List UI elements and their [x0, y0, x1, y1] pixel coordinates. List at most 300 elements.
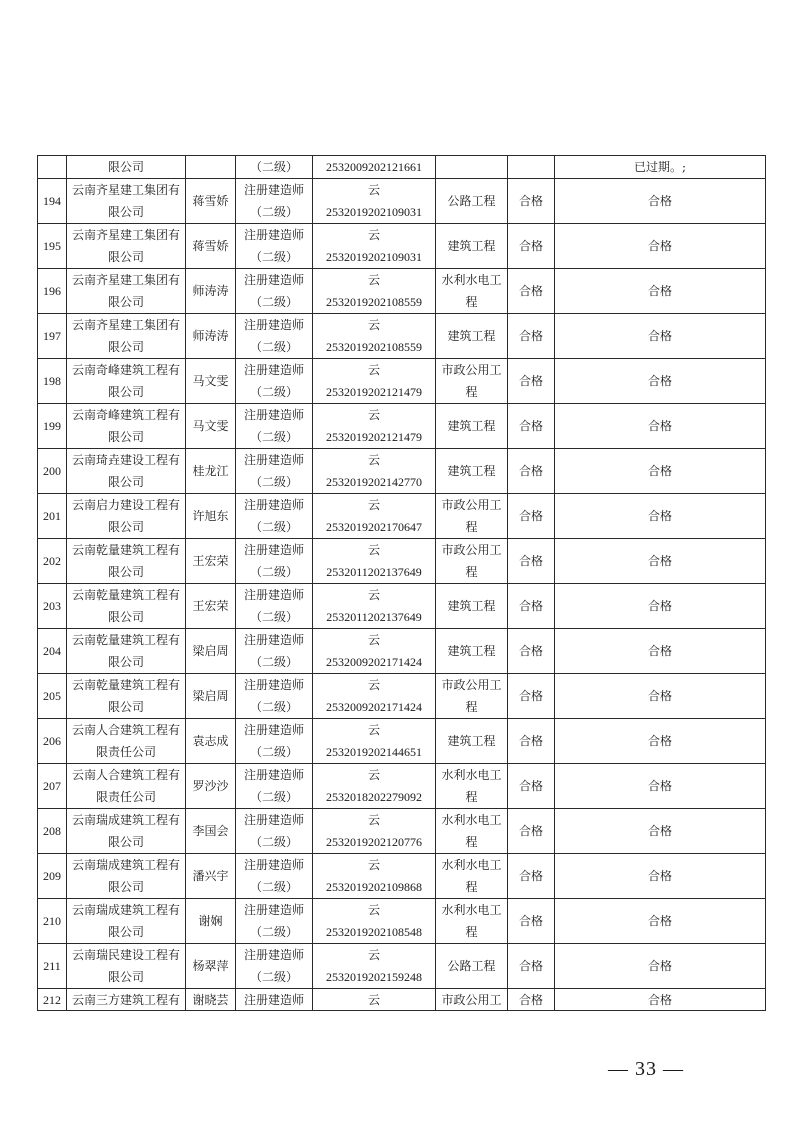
cell-major: [436, 179, 508, 224]
cell-no-line: 210: [43, 914, 61, 928]
cell-cert-line: 云: [367, 723, 380, 737]
cell-cert-line: 2532019202142770: [326, 475, 422, 489]
cell-company: [67, 314, 186, 359]
cell-check: [508, 494, 555, 539]
cell-result-line: 合格: [647, 779, 672, 793]
cell-title-line: （二级）: [249, 205, 298, 219]
cell-company-line: 限公司: [107, 700, 144, 714]
cell-cert-line: 云: [367, 543, 380, 557]
cell-check-line: 合格: [518, 914, 543, 928]
cell-major: [436, 449, 508, 494]
cell-no: [38, 269, 67, 314]
cell-result: 合格: [555, 989, 766, 1011]
cell-company-line: 限公司: [107, 970, 144, 984]
cell-no: [38, 674, 67, 719]
cell-major-line: 公路工程: [447, 959, 496, 973]
cell-result-line: 合格: [647, 509, 672, 523]
cell-company-line: 限公司: [107, 565, 144, 579]
cell-cert: 云: [313, 989, 436, 1011]
cell-company-line: 云南人合建筑工程有: [71, 768, 180, 782]
cell-cert-line: 云: [367, 498, 380, 512]
cell-title: [236, 629, 313, 674]
cell-company-line: 云南乾量建筑工程有: [71, 678, 180, 692]
cell-cert-line: 2532019202108548: [326, 925, 422, 939]
cell-name-line: 王宏荣: [192, 554, 229, 568]
cell-check: [508, 314, 555, 359]
cell-company-line: 限公司: [107, 520, 144, 534]
cell-check-line: 合格: [518, 419, 543, 433]
cell-name: [186, 629, 236, 674]
cell-cert-line: 云: [367, 363, 380, 377]
cell-check: [508, 269, 555, 314]
cell-cert-line: 云: [367, 768, 380, 782]
cell-company-line: 限公司: [107, 250, 144, 264]
cell-name: [186, 944, 236, 989]
cell-major: [436, 764, 508, 809]
cell-cert-line: 云: [367, 678, 380, 692]
cell-name-line: 桂龙江: [192, 464, 229, 478]
cell-major-line: 公路工程: [447, 194, 496, 208]
cell-company-line: 云南齐星建工集团有: [71, 183, 180, 197]
cell-cert: 2532009202121661: [313, 156, 436, 179]
cell-company: [67, 854, 186, 899]
cell-name: [186, 854, 236, 899]
cell-check-line: 合格: [518, 464, 543, 478]
cell-cert: [313, 584, 436, 629]
cell-title-line: 注册建造师: [243, 813, 304, 827]
table-row: [38, 449, 766, 494]
cell-check-line: 合格: [518, 194, 543, 208]
cell-no-line: 205: [43, 689, 61, 703]
cell-company: [67, 404, 186, 449]
cell-company: 云南三方建筑工程有: [67, 989, 186, 1011]
cell-cert: [313, 854, 436, 899]
cell-result: [555, 314, 766, 359]
cell-major-line: 建筑工程: [447, 464, 496, 478]
cell-check: [508, 584, 555, 629]
cell-result: 已过期。;: [555, 156, 766, 179]
cell-cert-line: 云: [367, 453, 380, 467]
cell-check: [508, 404, 555, 449]
cell-name: [186, 269, 236, 314]
cell-cert: [313, 359, 436, 404]
cell-title-line: （二级）: [249, 430, 298, 444]
cell-major: [436, 719, 508, 764]
cell-name: [186, 584, 236, 629]
cell-no-line: 204: [43, 644, 61, 658]
cell-check-line: 合格: [518, 284, 543, 298]
cell-name: [186, 719, 236, 764]
cell-name: [186, 809, 236, 854]
cell-no: [38, 314, 67, 359]
cell-result-line: 合格: [647, 689, 672, 703]
cell-result-line: 合格: [647, 374, 672, 388]
cell-title-line: 注册建造师: [243, 498, 304, 512]
table-row: [38, 944, 766, 989]
cell-cert-line: 2532009202171424: [326, 655, 422, 669]
continuation-row: [38, 156, 766, 179]
cell-title-line: （二级）: [249, 565, 298, 579]
cell-result: [555, 944, 766, 989]
cell-cert: [313, 764, 436, 809]
table-row: [38, 899, 766, 944]
cell-company: [67, 944, 186, 989]
cell-major: [436, 224, 508, 269]
table-row: [38, 404, 766, 449]
cell-title: （二级）: [236, 156, 313, 179]
cell-title-line: （二级）: [249, 250, 298, 264]
cell-check: [508, 449, 555, 494]
cell-title-line: （二级）: [249, 835, 298, 849]
cell-cert-line: 2532019202170647: [326, 520, 422, 534]
cell-check: [508, 156, 555, 179]
cell-title-line: （二级）: [249, 790, 298, 804]
cell-cert-line: 云: [367, 228, 380, 242]
cell-title-line: 注册建造师: [243, 318, 304, 332]
cell-major-line: 市政公用工: [441, 678, 502, 692]
cell-result: [555, 494, 766, 539]
cell-no: [38, 809, 67, 854]
cell-no: [38, 494, 67, 539]
cell-check: [508, 224, 555, 269]
table-row: [38, 674, 766, 719]
cell-name-line: 许旭东: [192, 509, 229, 523]
cell-company-line: 限责任公司: [95, 745, 156, 759]
cell-company: [67, 269, 186, 314]
cell-no-line: 203: [43, 599, 61, 613]
cell-title-line: （二级）: [249, 385, 298, 399]
cell-company-line: 限责任公司: [95, 790, 156, 804]
cell-title-line: （二级）: [249, 880, 298, 894]
cell-name-line: 马文雯: [192, 374, 229, 388]
table-row: [38, 764, 766, 809]
table-row: [38, 494, 766, 539]
cell-check: [508, 674, 555, 719]
cell-name-line: 王宏荣: [192, 599, 229, 613]
cell-major: [436, 269, 508, 314]
cell-cert: [313, 944, 436, 989]
cell-company-line: 云南琦垚建设工程有: [71, 453, 180, 467]
cell-no-line: 198: [43, 374, 61, 388]
cell-title-line: （二级）: [249, 700, 298, 714]
cell-cert-line: 2532011202137649: [326, 610, 422, 624]
cell-result: [555, 719, 766, 764]
cell-check-line: 合格: [518, 824, 543, 838]
cell-no: [38, 629, 67, 674]
cell-cert-line: 2532019202109031: [326, 205, 422, 219]
cell-name: 谢晓芸: [186, 989, 236, 1011]
cell-major: [436, 404, 508, 449]
cell-name-line: 蒋雪娇: [192, 194, 229, 208]
cell-no-line: 202: [43, 554, 61, 568]
cell-company-line: 限公司: [107, 295, 144, 309]
cell-title-line: （二级）: [249, 925, 298, 939]
cell-company-line: 云南启力建设工程有: [71, 498, 180, 512]
cell-check: 合格: [508, 989, 555, 1011]
cell-cert: [313, 179, 436, 224]
cell-cert-line: 云: [367, 858, 380, 872]
cell-name: [186, 764, 236, 809]
cell-cert-line: 云: [367, 183, 380, 197]
cell-no: [38, 359, 67, 404]
cell-check-line: 合格: [518, 509, 543, 523]
cell-result: [555, 179, 766, 224]
cell-name-line: 蒋雪娇: [192, 239, 229, 253]
cell-title: [236, 449, 313, 494]
cell-result-line: 合格: [647, 284, 672, 298]
cell-cert-line: 2532019202109031: [326, 250, 422, 264]
cell-name: [186, 314, 236, 359]
cell-no-line: 207: [43, 779, 61, 793]
cell-company-line: 云南齐星建工集团有: [71, 228, 180, 242]
cell-title: [236, 359, 313, 404]
cell-major-line: 程: [465, 700, 478, 714]
cell-cert-line: 2532009202171424: [326, 700, 422, 714]
cell-company-line: 限公司: [107, 655, 144, 669]
cell-title: [236, 719, 313, 764]
cell-result: [555, 854, 766, 899]
cell-cert-line: 云: [367, 588, 380, 602]
cell-result-line: 合格: [647, 959, 672, 973]
cell-company-line: 限公司: [107, 340, 144, 354]
cell-company: [67, 674, 186, 719]
cell-no: [38, 854, 67, 899]
cell-major-line: 水利水电工: [441, 768, 502, 782]
cell-name-line: 梁启周: [192, 689, 229, 703]
cell-title: [236, 899, 313, 944]
cell-title-line: 注册建造师: [243, 228, 304, 242]
cell-company-line: 限公司: [107, 475, 144, 489]
cell-major-line: 程: [465, 520, 478, 534]
cell-check-line: 合格: [518, 734, 543, 748]
cell-no-line: 209: [43, 869, 61, 883]
cell-name-line: 梁启周: [192, 644, 229, 658]
cell-check: [508, 899, 555, 944]
cell-check: [508, 764, 555, 809]
cell-company: [67, 494, 186, 539]
cell-company: [67, 224, 186, 269]
cell-title-line: （二级）: [249, 520, 298, 534]
cell-result: [555, 764, 766, 809]
cell-result-line: 合格: [647, 869, 672, 883]
cell-cert: [313, 494, 436, 539]
page-number: — 33 —: [608, 1058, 684, 1080]
cell-company: [67, 764, 186, 809]
cell-title-line: 注册建造师: [243, 678, 304, 692]
cell-title-line: （二级）: [249, 655, 298, 669]
cell-title-line: （二级）: [249, 295, 298, 309]
cell-title: [236, 404, 313, 449]
cell-name: [186, 224, 236, 269]
cell-check-line: 合格: [518, 644, 543, 658]
cell-no: [38, 156, 67, 179]
cell-name: [186, 674, 236, 719]
cell-check: [508, 809, 555, 854]
cell-company-line: 云南齐星建工集团有: [71, 318, 180, 332]
table-row: [38, 629, 766, 674]
cell-no-line: 197: [43, 329, 61, 343]
cell-company-line: 限公司: [107, 385, 144, 399]
cell-major-line: 市政公用工: [441, 498, 502, 512]
cell-no-line: 208: [43, 824, 61, 838]
cell-no: [38, 404, 67, 449]
cell-no-line: 200: [43, 464, 61, 478]
cell-result: [555, 899, 766, 944]
cell-check-line: 合格: [518, 554, 543, 568]
cell-no-line: 211: [43, 959, 61, 973]
cell-company-line: 限公司: [107, 610, 144, 624]
cell-major-line: 市政公用工: [441, 543, 502, 557]
cell-cert-line: 云: [367, 948, 380, 962]
cell-company: [67, 539, 186, 584]
cell-title-line: 注册建造师: [243, 453, 304, 467]
cell-major: [436, 314, 508, 359]
table-row: [38, 809, 766, 854]
cell-major-line: 水利水电工: [441, 903, 502, 917]
cell-major: [436, 584, 508, 629]
table-row: [38, 719, 766, 764]
cell-cert-line: 2532019202159248: [326, 970, 422, 984]
cell-result: [555, 359, 766, 404]
cell-check-line: 合格: [518, 374, 543, 388]
cell-company-line: 限公司: [107, 205, 144, 219]
cell-result-line: 合格: [647, 554, 672, 568]
cell-cert-line: 云: [367, 318, 380, 332]
cell-check: [508, 629, 555, 674]
cell-cert-line: 云: [367, 273, 380, 287]
cell-check-line: 合格: [518, 779, 543, 793]
cell-check-line: 合格: [518, 689, 543, 703]
cell-result-line: 合格: [647, 914, 672, 928]
cell-title: [236, 854, 313, 899]
cell-title-line: 注册建造师: [243, 588, 304, 602]
cell-cert: [313, 404, 436, 449]
cell-name: [186, 449, 236, 494]
cell-title-line: （二级）: [249, 340, 298, 354]
cell-no: [38, 539, 67, 584]
cell-company-line: 云南乾量建筑工程有: [71, 543, 180, 557]
cell-check-line: 合格: [518, 599, 543, 613]
cell-no: [38, 179, 67, 224]
cell-check: [508, 944, 555, 989]
cell-result: [555, 539, 766, 584]
table-row: [38, 854, 766, 899]
cell-title: [236, 179, 313, 224]
cell-major-line: 建筑工程: [447, 644, 496, 658]
cell-company: [67, 584, 186, 629]
table-row: [38, 584, 766, 629]
cell-title-line: （二级）: [249, 610, 298, 624]
cell-cert: [313, 719, 436, 764]
cell-title-line: 注册建造师: [243, 858, 304, 872]
cell-cert-line: 云: [367, 633, 380, 647]
cell-company: [67, 629, 186, 674]
cell-name: [186, 494, 236, 539]
cell-cert-line: 2532018202279092: [326, 790, 422, 804]
cell-company: [67, 719, 186, 764]
table-row: [38, 989, 766, 1011]
table-row: [38, 539, 766, 584]
cell-no-line: 194: [43, 194, 61, 208]
cell-major: 市政公用工: [436, 989, 508, 1011]
cell-title: [236, 269, 313, 314]
cell-result: [555, 674, 766, 719]
cell-name-line: 李国会: [192, 824, 229, 838]
cell-result: [555, 584, 766, 629]
cell-cert: [313, 809, 436, 854]
cell-major: [436, 359, 508, 404]
cell-cert-line: 2532019202108559: [326, 295, 422, 309]
cell-name-line: 罗沙沙: [192, 779, 229, 793]
cell-company-line: 限公司: [107, 835, 144, 849]
cell-title: [236, 674, 313, 719]
cell-title-line: （二级）: [249, 970, 298, 984]
cell-company-line: 云南奇峰建筑工程有: [71, 408, 180, 422]
cell-major-line: 建筑工程: [447, 419, 496, 433]
cell-name-line: 师涛涛: [192, 284, 229, 298]
cell-result: [555, 404, 766, 449]
cell-company: [67, 359, 186, 404]
cell-company: 限公司: [67, 156, 186, 179]
cell-no: [38, 899, 67, 944]
cell-title: [236, 944, 313, 989]
cell-cert-line: 2532019202108559: [326, 340, 422, 354]
cell-major-line: 水利水电工: [441, 273, 502, 287]
cell-no: [38, 224, 67, 269]
cell-no: [38, 719, 67, 764]
cell-cert: [313, 899, 436, 944]
cell-name-line: 潘兴宇: [192, 869, 229, 883]
cell-check-line: 合格: [518, 329, 543, 343]
cell-company-line: 云南乾量建筑工程有: [71, 588, 180, 602]
table-row: [38, 269, 766, 314]
cell-check-line: 合格: [518, 239, 543, 253]
cell-cert-line: 2532019202121479: [326, 385, 422, 399]
cell-cert: [313, 539, 436, 584]
cell-result-line: 合格: [647, 464, 672, 478]
cell-result: [555, 809, 766, 854]
cell-company-line: 限公司: [107, 880, 144, 894]
cell-company-line: 限公司: [107, 430, 144, 444]
cell-check: [508, 359, 555, 404]
cell-title: [236, 494, 313, 539]
table-row: [38, 314, 766, 359]
cell-title-line: 注册建造师: [243, 543, 304, 557]
cell-name-line: 马文雯: [192, 419, 229, 433]
cell-no-line: 206: [43, 734, 61, 748]
cell-cert-line: 云: [367, 903, 380, 917]
cell-check: [508, 719, 555, 764]
cell-major-line: 程: [465, 925, 478, 939]
cell-major: [436, 629, 508, 674]
cell-check-line: 合格: [518, 869, 543, 883]
cell-title: [236, 584, 313, 629]
cell-major-line: 水利水电工: [441, 813, 502, 827]
cell-major: [436, 809, 508, 854]
cell-major: [436, 854, 508, 899]
cell-name-line: 袁志成: [192, 734, 229, 748]
cell-result-line: 合格: [647, 599, 672, 613]
cell-result-line: 合格: [647, 734, 672, 748]
cell-result: [555, 449, 766, 494]
cell-major-line: 程: [465, 835, 478, 849]
cell-major-line: 建筑工程: [447, 599, 496, 613]
cell-title-line: （二级）: [249, 745, 298, 759]
cell-title: [236, 764, 313, 809]
cell-no-line: 195: [43, 239, 61, 253]
cell-major: [436, 944, 508, 989]
cell-title-line: （二级）: [249, 475, 298, 489]
